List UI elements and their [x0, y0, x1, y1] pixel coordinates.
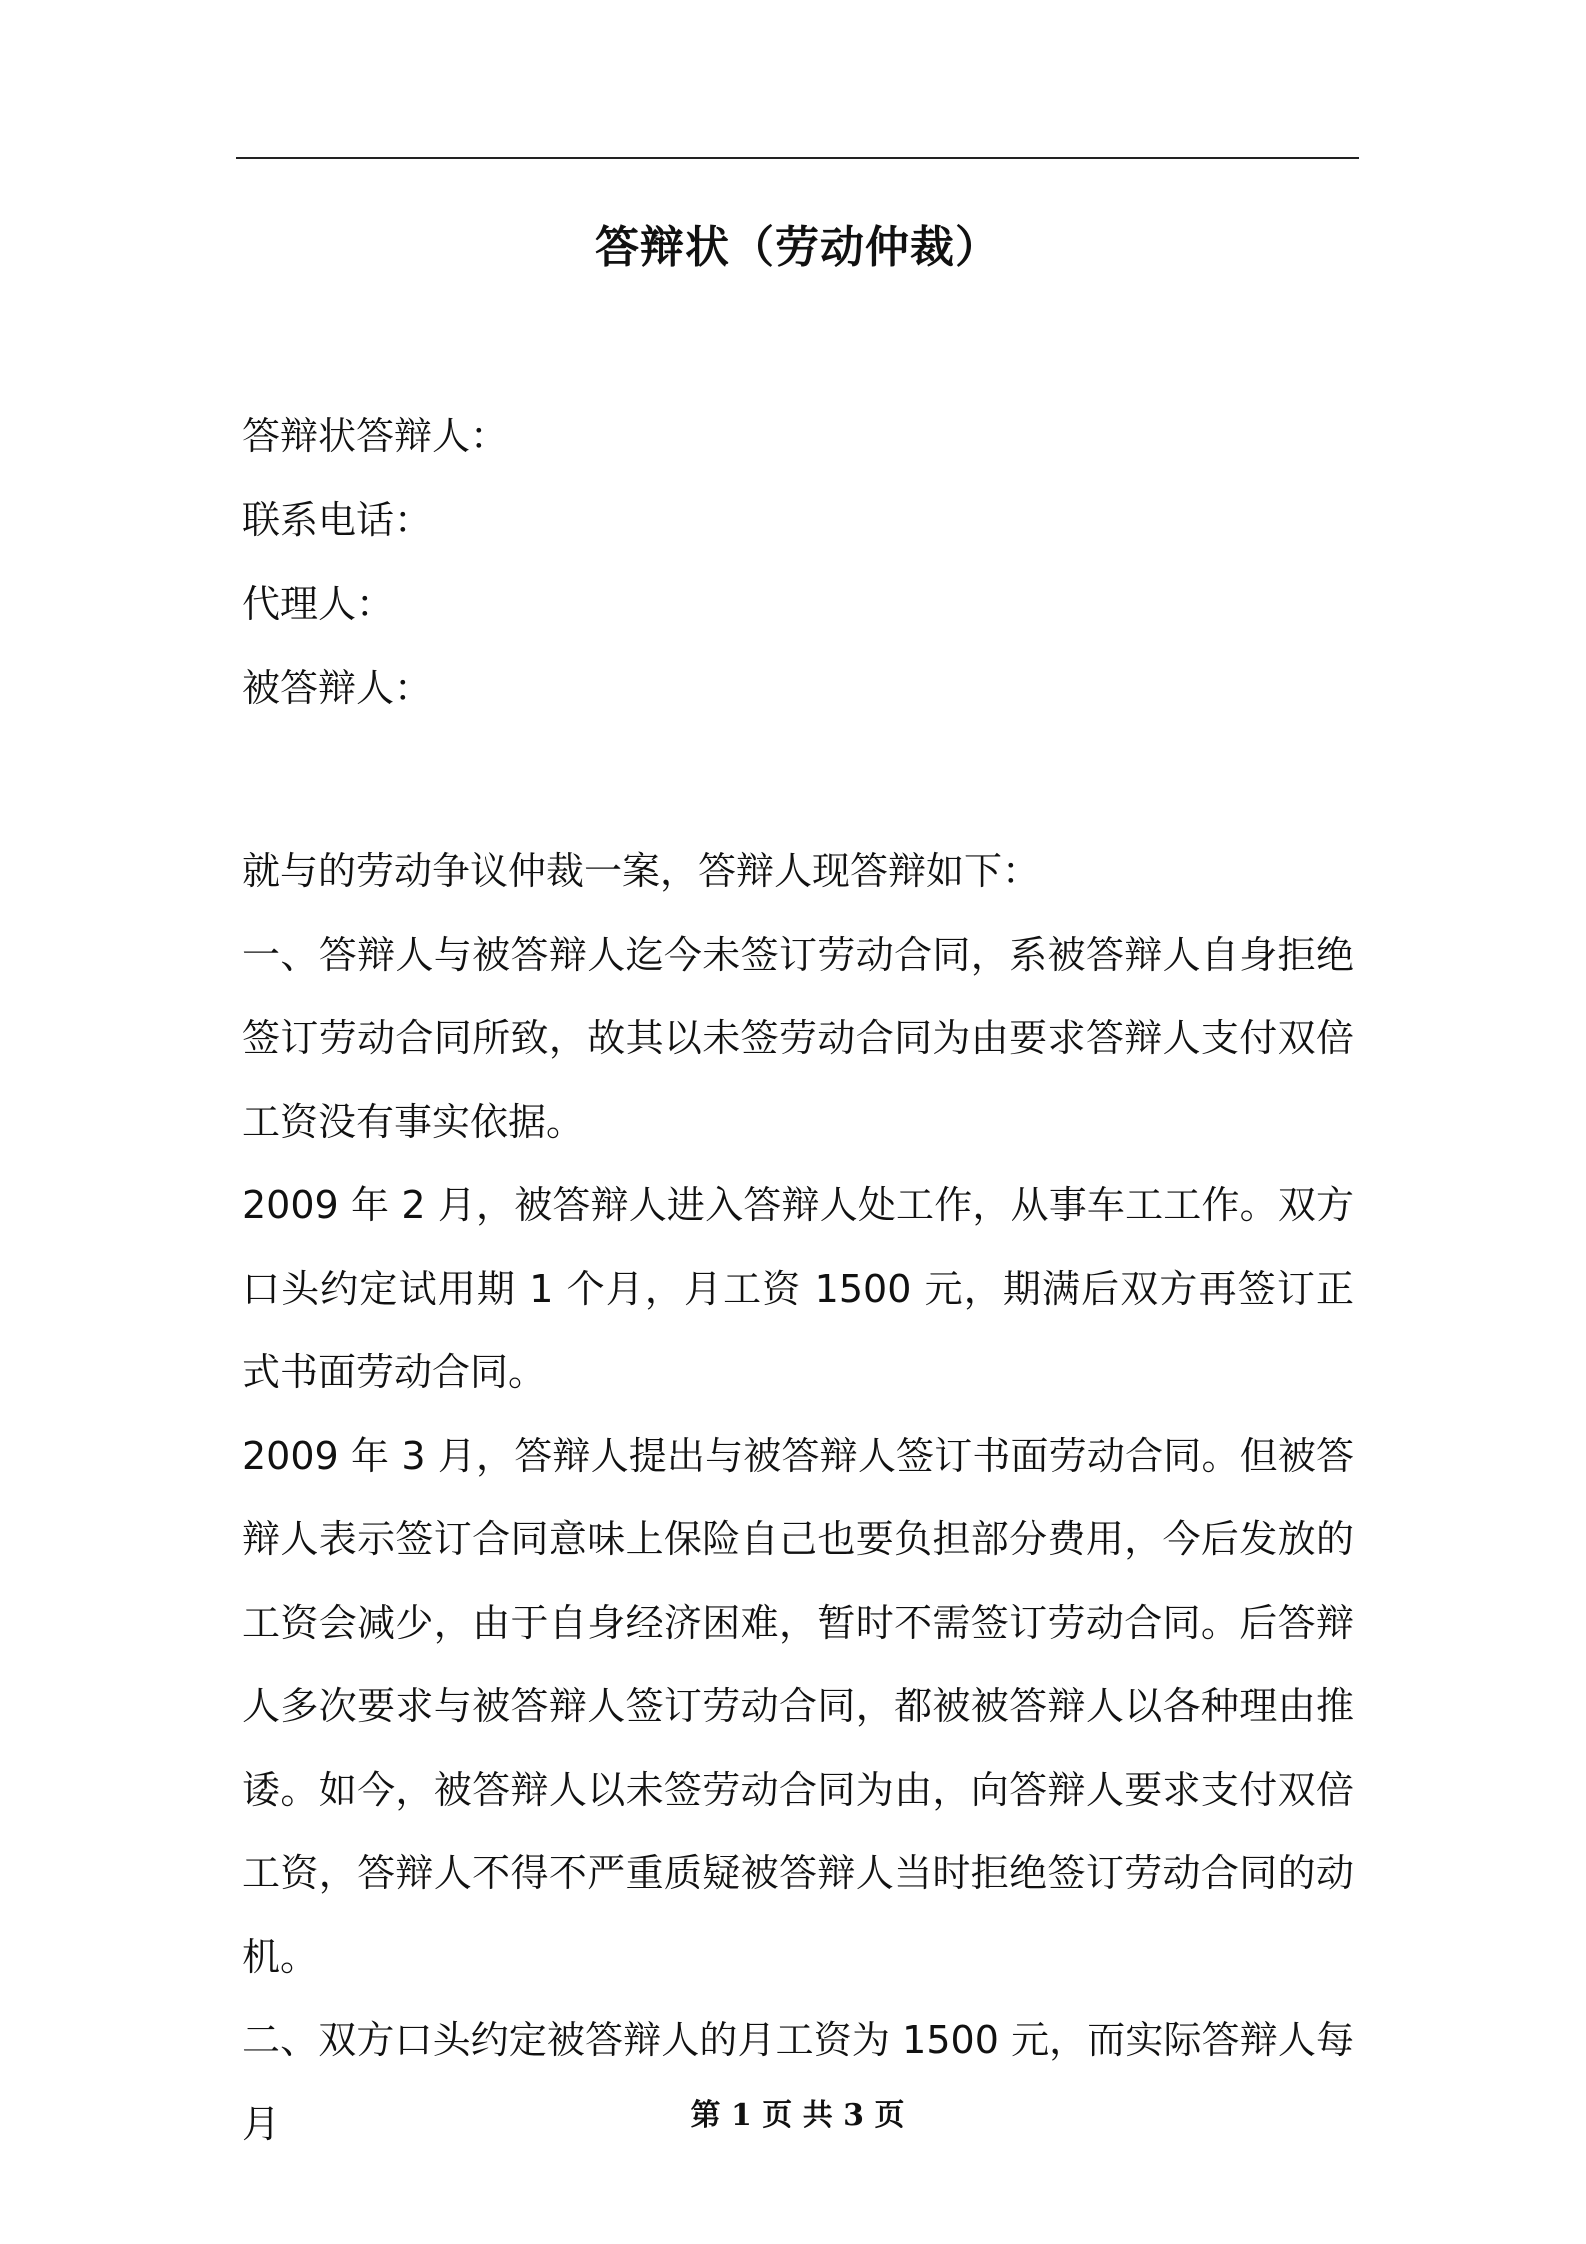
- document-title: 答辩状（劳动仲裁）: [595, 222, 1000, 273]
- claimant-field: 被答辩人：: [242, 666, 433, 710]
- body-paragraph: 二、双方口头约定被答辩人的月工资为 1500 元，而实际答辩人每月: [242, 2018, 1354, 2146]
- respondent-field: 答辩状答辩人：: [242, 414, 509, 458]
- agent-field: 代理人：: [242, 582, 395, 626]
- body-paragraph: 2009 年 2 月，被答辩人进入答辩人处工作，从事车工工作。双方口头约定试用期 1 个月，月工资 1500 元，期满后双方再签订正式书面劳动合同。: [242, 1183, 1354, 1394]
- header-rule: [236, 157, 1359, 159]
- page-number-footer: 第 1 页 共 3 页: [690, 2098, 905, 2133]
- document-body: [242, 830, 1354, 2166]
- body-paragraph: 一、答辩人与被答辩人迄今未签订劳动合同，系被答辩人自身拒绝签订劳动合同所致，故其以未签劳动合同为由要求答辩人支付双倍工资没有事实依据。: [242, 932, 1354, 1144]
- body-paragraph: 2009 年 3 月，答辩人提出与被答辩人签订书面劳动合同。但被答辩人表示签订合同意味上保险自己也要负担部分费用，今后发放的工资会减少，由于自身经济困难，暂时不需签订劳动合同。后答辩人多次要求与被答辩人签订劳动合同，都被被答辩人以各种理由推诿。如今，被答辩人以未签劳动合同为由，向答辩人要求支付双倍工资，答辩人不得不严重质疑被答辩人当时拒绝签订劳动合同的动机。: [242, 1433, 1354, 1979]
- phone-field: 联系电话：: [242, 498, 433, 542]
- body-paragraph: 就与的劳动争议仲裁一案，答辩人现答辩如下：: [242, 849, 1041, 893]
